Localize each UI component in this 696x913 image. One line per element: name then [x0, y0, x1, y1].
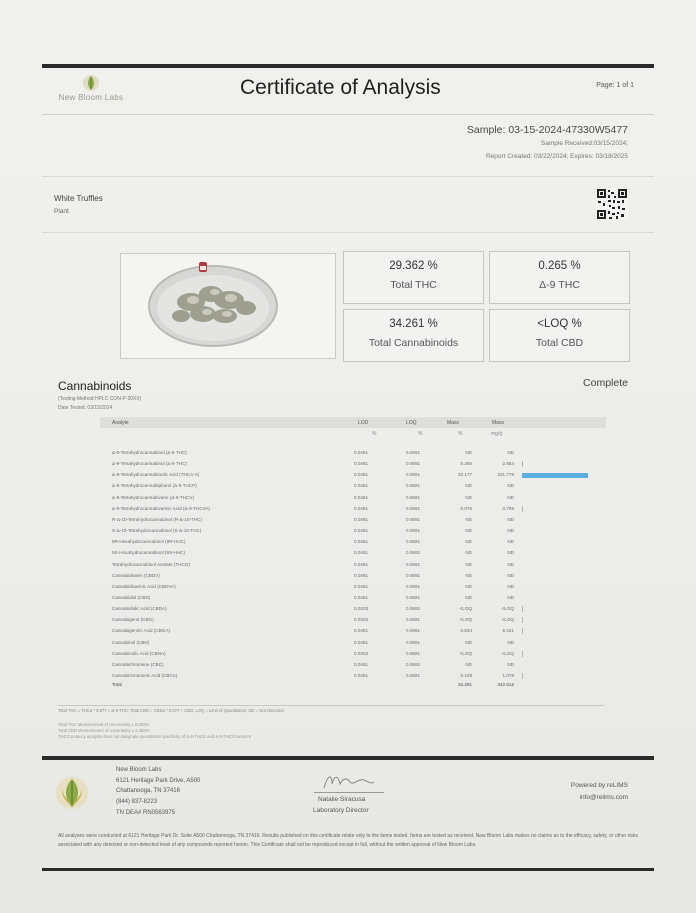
sample-dish-image: [121, 254, 335, 358]
lab-phone: (844) 837-8223: [116, 799, 158, 805]
analyte-name: R-Δ-10-Tetrahydrocannabinol (R-Δ-10-THC): [112, 516, 202, 522]
mass-mg: ND: [507, 572, 514, 578]
table-row: [100, 660, 606, 671]
analyte-name: Cannabidivarinic Acid (CBDVA): [112, 583, 176, 589]
mass-mg: 2.654: [502, 461, 514, 467]
loq-value: 0.0691: [406, 673, 421, 678]
powered-by: Powered by reLIMS: [570, 782, 628, 789]
mass-mg: ND: [507, 661, 514, 667]
total-cannabinoids-value: 34.261 %: [389, 318, 438, 330]
disclaimer: All analyses were conducted at 6121 Heritage Park Dr. Suite A500 Chattanooga, TN 37416. Results published on this certificate relate only to the items tested. Items are tested as received. New Bloom Labs makes no claims as to the efficacy, safety, or other risks associated with any detected or non-detected level of any compounds reported herein. This Certificate shall not be reproduced except in full, without the written approval of New Bloom Labs.: [58, 833, 638, 849]
sample-id: Sample: 03-15-2024-47330W5477: [466, 124, 628, 136]
lod-value: 0.0461: [354, 483, 369, 489]
lod-value: 0.0461: [354, 661, 369, 667]
analyte-name: 9R-Hexahydrocannabinol (9R-HHC): [112, 539, 186, 545]
mass-percent: ND: [465, 583, 472, 589]
total-cbd-value: <LOQ %: [537, 318, 582, 330]
footnote-formula: Total THC = THCa * 0.877 + Δ-9-THC; Total CBD = CBDa * 0.877 + CBD; LOQ = Limit of Quantitation; ND = Not Detected: [58, 708, 284, 713]
lod-value: 0.0461: [354, 561, 369, 567]
total-cbd-card: [489, 309, 630, 362]
report-dates: Report Created: 03/22/2024; Expires: 03/18/2025: [485, 153, 628, 160]
table-row: [100, 470, 606, 481]
mass-percent: 0.634: [460, 628, 472, 634]
analyte-name: Δ-9-Tetrahydrocannabivarin (Δ-9-THCV): [112, 494, 194, 500]
loq-value: 0.0691: [406, 572, 421, 578]
mass-mg: <LOQ: [501, 650, 514, 656]
table-row: [100, 515, 606, 526]
lab-name: New Bloom Labs: [58, 93, 124, 102]
lod-value: 0.0203: [354, 606, 369, 612]
loq-value: 0.0691: [406, 550, 421, 556]
signature-line: [314, 792, 384, 793]
total-cannabinoids-card: [343, 309, 484, 362]
footnote-cbd-uncertainty: Total CBD Measurement of Uncertainty ± 2.388%: [58, 728, 150, 733]
unit-mg: mg/g: [491, 431, 503, 437]
mass-percent: ND: [465, 661, 472, 667]
table-row: [100, 448, 606, 459]
mass-percent: ND: [465, 483, 472, 489]
loq-value: 0.0691: [406, 505, 421, 511]
total-cbd-label: Total CBD: [535, 337, 584, 349]
d9-thc-label: Δ-9 THC: [539, 279, 580, 291]
loq-value: 0.0691: [406, 639, 421, 645]
mass-percent: ND: [465, 594, 472, 600]
analyte-name: Tetrahydrocannabinol Acetate (THCO): [112, 561, 190, 567]
mass-percent: ND: [465, 539, 472, 545]
lab-name-footer: New Bloom Labs: [116, 767, 162, 773]
loq-value: 0.0691: [406, 528, 421, 534]
product-name: White Truffles: [54, 194, 103, 203]
mass-mg: ND: [507, 494, 514, 500]
mass-mg: ND: [507, 528, 514, 534]
mass-percent: <LOQ: [459, 617, 472, 623]
analyte-name: Δ-9-Tetrahydrocannabinolic Acid (THCA-A): [112, 472, 200, 478]
table-header: [100, 417, 606, 428]
total-thc-value: 29.362 %: [389, 260, 438, 272]
status-badge: Complete: [583, 377, 628, 389]
unit-pct: %: [458, 431, 463, 437]
mass-percent: ND: [465, 572, 472, 578]
mass-mg: ND: [507, 483, 514, 489]
d9-thc-card: [489, 251, 630, 304]
mass-mg: 321.776: [497, 472, 514, 478]
analyte-name: Cannabichromenic Acid (CBCA): [112, 673, 178, 678]
d9-thc-value: 0.265 %: [538, 260, 581, 272]
mass-bar-tick: [522, 628, 523, 634]
table-row: [100, 582, 606, 593]
total-thc-card: [343, 251, 484, 304]
lab-street: 6121 Heritage Park Drive, A500: [116, 778, 201, 784]
mass-percent: ND: [465, 561, 472, 567]
lab-dea: TN DEA# RN0563975: [116, 810, 176, 816]
lod-value: 0.0461: [354, 450, 369, 455]
table-row: [100, 615, 606, 626]
analyte-name: Δ-8-Tetrahydrocannabinol (Δ-8 THC): [112, 450, 187, 455]
mass-mg: <LOQ: [501, 606, 514, 612]
analyte-name: Cannabidivarin (CBDV): [112, 572, 160, 578]
signer-name: Natalie Siracusa: [318, 796, 366, 803]
analyte-name: Cannabinolic Acid (CBNA): [112, 650, 166, 656]
mass-mg: ND: [507, 516, 514, 522]
divider: [42, 232, 654, 233]
loq-value: 0.0691: [406, 583, 421, 589]
analyte-name: Δ-9-Tetrahydrocannabiphorol (Δ-9-THCP): [112, 483, 197, 489]
mass-bar-tick: [522, 461, 523, 467]
loq-value: 0.0691: [406, 494, 421, 500]
loq-value: 0.0691: [406, 472, 421, 478]
loq-value: 0.0691: [406, 561, 421, 567]
col-lod: LOD: [358, 420, 369, 426]
mass-mg: 0.765: [502, 505, 514, 511]
signature-image: [320, 770, 376, 792]
qr-code-icon[interactable]: [596, 188, 628, 220]
loq-value: 0.0691: [406, 606, 421, 612]
mass-mg: ND: [507, 450, 514, 455]
leaf-logo-icon: [81, 74, 101, 92]
unit-lod: %: [372, 431, 377, 437]
product-photo: [120, 253, 336, 359]
mass-mg: 1.078: [502, 673, 514, 678]
table-row: [100, 571, 606, 582]
col-loq: LOQ: [406, 420, 417, 426]
loq-value: 0.0691: [406, 516, 421, 522]
analyte-name: 9S-Hexahydrocannabinol (9S-HHC): [112, 550, 186, 556]
mass-bar-tick: [522, 673, 523, 679]
lab-city: Chattanooga, TN 37416: [116, 788, 180, 794]
mass-percent: <LOQ: [459, 606, 472, 612]
total-row: [100, 680, 606, 691]
lod-value: 0.0461: [354, 494, 369, 500]
table-row: [100, 548, 606, 559]
loq-value: 0.0691: [406, 539, 421, 545]
lod-value: 0.0461: [354, 628, 369, 634]
lab-logo-header: [50, 74, 132, 102]
analyte-name: Cannabinol (CBN): [112, 639, 150, 645]
table-row: [100, 493, 606, 504]
col-mass-pct: Mass: [447, 420, 459, 426]
loq-value: 0.0691: [406, 661, 421, 667]
table-row: [100, 459, 606, 470]
mass-mg: ND: [507, 561, 514, 567]
table-row: [100, 537, 606, 548]
footnote-thc-uncertainty: Total THC Measurement of Uncertainty ± 0.950%: [58, 722, 150, 727]
lod-value: 0.0203: [354, 617, 369, 623]
table-row: [100, 504, 606, 515]
mass-percent: 0.076: [460, 505, 472, 511]
mass-percent: ND: [465, 528, 472, 534]
mass-percent: 32.177: [457, 472, 472, 478]
footer-rule: [42, 756, 654, 760]
testing-method: (Testing Method HPLC CON-P-30XX): [58, 396, 142, 402]
mass-mg: <LOQ: [501, 617, 514, 623]
powered-email-link[interactable]: info@relims.com: [579, 794, 628, 801]
loq-value: 0.0691: [406, 617, 421, 623]
mass-bar-tick: [522, 506, 523, 512]
divider: [58, 705, 604, 706]
table-row: [100, 604, 606, 615]
mass-mg: ND: [507, 639, 514, 645]
mass-mg: ND: [507, 539, 514, 545]
unit-loq: %: [418, 431, 423, 437]
analyte-name: Cannabidiolic Acid (CBDA): [112, 606, 167, 612]
table-row: [100, 593, 606, 604]
lod-value: 0.0461: [354, 528, 369, 534]
mass-percent: ND: [465, 516, 472, 522]
lod-value: 0.0461: [354, 583, 369, 589]
mass-mg: 6.341: [502, 628, 514, 634]
loq-value: 0.0691: [406, 450, 421, 455]
sample-received: Sample Received:03/15/2024;: [540, 140, 628, 147]
loq-value: 0.0691: [406, 594, 421, 600]
analyte-name: S-Δ-10-Tetrahydrocannabinol (S-Δ-10-THC): [112, 528, 202, 534]
loq-value: 0.0691: [406, 650, 421, 656]
total-percent: 34.261: [457, 682, 472, 688]
bottom-rule: [42, 868, 654, 871]
analyte-name: Cannabigerolic Acid (CBGA): [112, 628, 170, 634]
lod-value: 0.0461: [354, 572, 369, 578]
page-title: Certificate of Analysis: [240, 76, 441, 99]
total-thc-label: Total THC: [390, 279, 437, 291]
col-analyte: Analyte: [112, 420, 129, 426]
loq-value: 0.0691: [406, 461, 421, 467]
section-title: Cannabinoids: [58, 379, 132, 393]
analyte-name: Cannabidiol (CBD): [112, 594, 151, 600]
total-label: Total: [112, 682, 122, 688]
lod-value: 0.0461: [354, 472, 369, 478]
lod-value: 0.0203: [354, 650, 369, 656]
lod-value: 0.0461: [354, 461, 369, 467]
mass-bar-tick: [522, 651, 523, 657]
mass-bar-tick: [522, 606, 523, 612]
divider: [42, 114, 654, 115]
total-mg: 342.612: [497, 682, 514, 688]
loq-value: 0.0691: [406, 483, 421, 489]
analyte-name: Cannabigerol (CBG): [112, 617, 154, 623]
mass-percent: <LOQ: [459, 650, 472, 656]
lod-value: 0.0461: [354, 639, 369, 645]
table-row: [100, 526, 606, 537]
lod-value: 0.0461: [354, 594, 369, 600]
page-number: Page: 1 of 1: [596, 82, 634, 89]
mass-percent: ND: [465, 450, 472, 455]
lod-value: 0.0461: [354, 673, 369, 678]
date-tested: Date Tested: 03/15/2024: [58, 405, 113, 411]
mass-percent: ND: [465, 639, 472, 645]
analyte-name: Cannabichromene (CBC): [112, 661, 164, 667]
table-row: [100, 649, 606, 660]
lod-value: 0.0461: [354, 539, 369, 545]
leaf-logo-icon: [54, 775, 90, 811]
product-type: Plant: [54, 208, 69, 215]
analyte-name: Δ-9-Tetrahydrocannabinol (Δ-9 THC): [112, 461, 187, 467]
mass-mg: ND: [507, 594, 514, 600]
lod-value: 0.0461: [354, 516, 369, 522]
mass-mg: ND: [507, 550, 514, 556]
lod-value: 0.0461: [354, 505, 369, 511]
loq-value: 0.0691: [406, 628, 421, 634]
table-row: [100, 626, 606, 637]
mass-percent: 0.265: [460, 461, 472, 467]
lod-value: 0.0461: [354, 550, 369, 556]
mass-mg: ND: [507, 583, 514, 589]
divider: [42, 176, 654, 177]
analyte-name: Δ-9-Tetrahydrocannabivarinic Acid (Δ-9-THCVA): [112, 505, 210, 511]
top-rule: [42, 64, 654, 68]
footnote-thco: THCO potency analysis does not designate quantitative specificity of Δ-8-THCO and Δ-9-THCO isomers: [58, 734, 251, 739]
mass-percent: 0.108: [460, 673, 472, 678]
mass-bar: [522, 473, 588, 478]
table-row: [100, 560, 606, 571]
table-row: [100, 481, 606, 492]
mass-bar-tick: [522, 617, 523, 623]
signer-title: Laboratory Director: [313, 807, 369, 814]
mass-percent: ND: [465, 550, 472, 556]
total-cannabinoids-label: Total Cannabinoids: [368, 337, 459, 349]
col-mass-mg: Mass: [492, 420, 504, 426]
mass-percent: ND: [465, 494, 472, 500]
table-row: [100, 638, 606, 649]
